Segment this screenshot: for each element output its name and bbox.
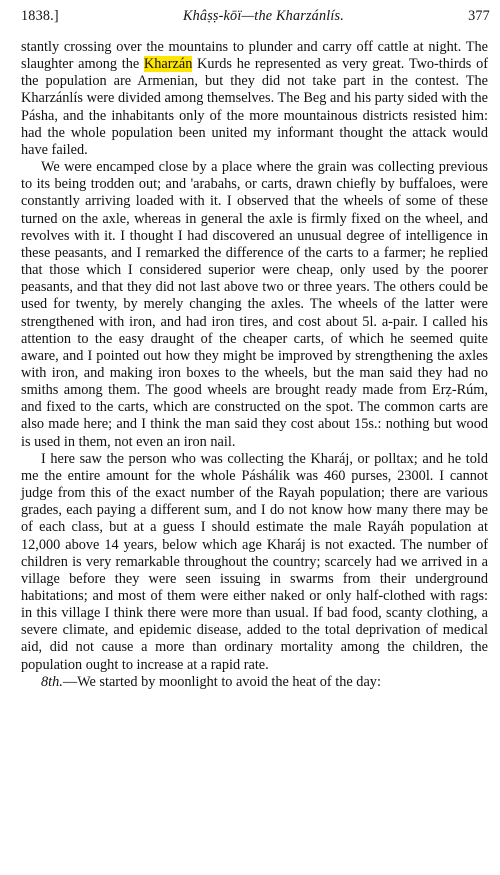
body-text: [21, 39, 488, 691]
paragraph-1-end: Kurds he represented as very great. Two-thirds of the population are Armenian, but they did not take part in the contest. The Kharzánlís were divided among themselves. The Beg and his party sided with the Pásha, and the inhabitants only of the more mountainous districts resisted him: had the whole population been united my informant thought the attack would have failed.: [21, 56, 488, 158]
header-year: 1838.]: [21, 8, 59, 24]
paragraph-continuation: [21, 39, 488, 159]
paragraph-8th: [21, 674, 488, 691]
paragraph-1-start: stantly crossing over the mountains to plunder and carry off cattle at night. The slaughter among the: [21, 39, 488, 73]
header-title: Khâṣṣ-kōï—the Kharzánlís.: [182, 8, 345, 24]
highlighted-term[interactable]: Kharzán: [143, 56, 193, 73]
page-number: 377: [468, 8, 490, 24]
entry-date: 8th.: [41, 673, 63, 690]
paragraph-carts: We were encamped close by a place where the grain was collecting previous to its being trodden out; and 'arabahs, or carts, drawn chiefly by buffaloes, were constantly arriving loaded with it. I observed that the wheels of some of these turned on the axle, whereas in general the axle is firmly fixed on the wheel, and revolves with it. I thought I had discovered an unusual degree of intelligence in these peasants, and I remarked the difference of the carts to a farmer; he replied that those which I considered superior were cheap, only used by the poorer peasants, and that they did not last above two or three years. The others could be used for twenty, by merely changing the axles. The wheels of the latter were strengthened with iron, and had iron tires, and cost about 5l. a-pair. I called his attention to the easy draught of the cheaper carts, of which he seemed quite aware, and I pointed out how they might be improved by strengthening the axles with iron, and making iron boxes to the wheels, but the man said they had no smiths among them. The good wheels are brought ready made from Erẓ-Rúm, and fixed to the carts, which are constructed on the spot. The common carts are also made here; and I think the man said they cost about 15s.: nothing but wood is used in them, not even an iron nail.: [21, 159, 488, 450]
paragraph-8th-text: —We started by moonlight to avoid the heat of the day:: [62, 673, 381, 690]
running-head: [21, 8, 490, 30]
paragraph-kharaj: I here saw the person who was collecting the Kharáj, or polltax; and he told me the entire amount for the whole Páshálik was 460 purses, 2300l. I cannot judge from this of the exact number of the Rayah population; there are various grades, each paying a different sum, and I do not know how many there may be of each class, but at a guess I should estimate the male Rayáh population at 12,000 above 14 years, below which age Kharáj is not exacted. The number of children is very remarkable throughout the country; scarcely had we arrived in a village before they were seen issuing in swarms from their underground habitations; and most of them were either naked or only half-clothed with rags: in this village I think there were more than usual. If bad food, scanty clothing, a severe climate, and epidemic disease, added to the total deprivation of medical aid, did not cause a more than ordinary mortality among the children, the population ought to increase at a rapid rate.: [21, 450, 488, 673]
